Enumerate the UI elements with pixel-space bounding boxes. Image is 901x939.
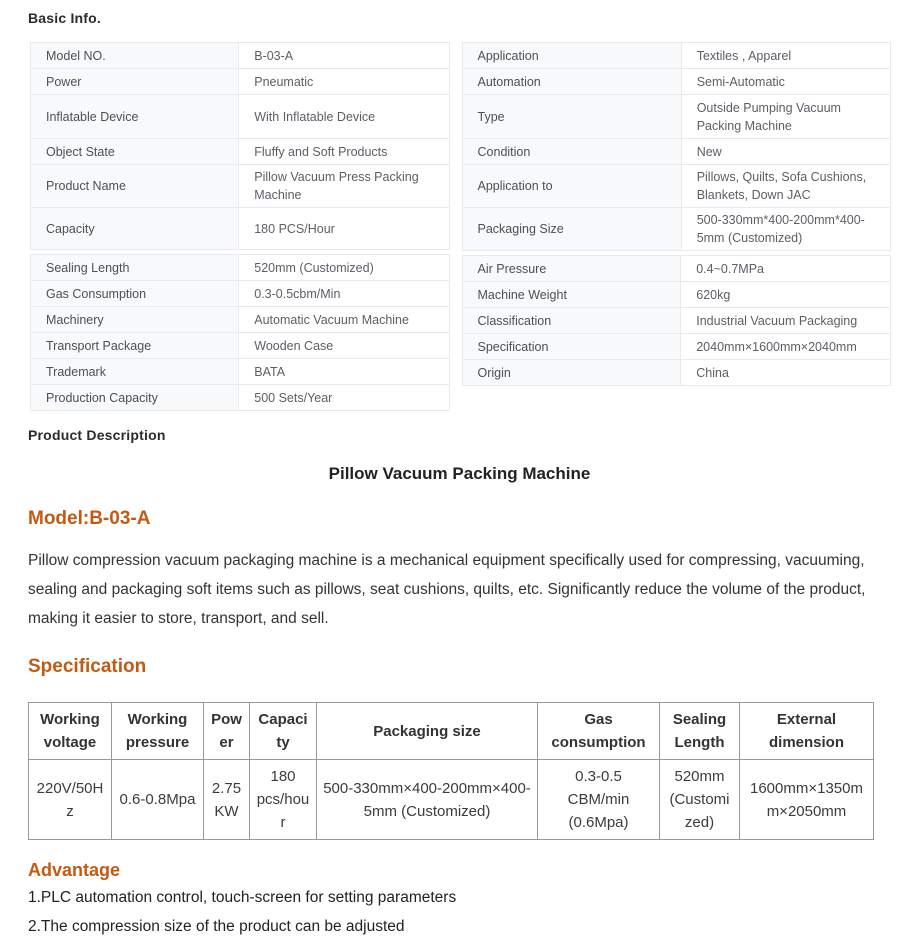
row-label: Sealing Length xyxy=(31,255,239,281)
spec-data-row xyxy=(29,760,874,840)
spec-data-cell: 520mm (Customized) xyxy=(660,760,740,840)
table-row xyxy=(31,255,450,281)
row-label: Product Name xyxy=(31,165,239,208)
basic-info-left-column xyxy=(30,42,450,411)
row-value: 520mm (Customized) xyxy=(239,255,449,281)
table-row xyxy=(462,208,890,251)
row-label: Capacity xyxy=(31,208,239,250)
spec-header-cell: Capacity xyxy=(250,703,317,760)
advantage-title: Advantage xyxy=(28,860,121,880)
row-value: Automatic Vacuum Machine xyxy=(239,307,449,333)
row-value: Wooden Case xyxy=(239,333,449,359)
spec-data-cell: 1600mm×1350mm×2050mm xyxy=(740,760,874,840)
table-row xyxy=(31,139,450,165)
advantage-item: 2.The compression size of the product can be adjusted xyxy=(28,918,405,935)
row-label: Transport Package xyxy=(31,333,239,359)
specification-table xyxy=(28,702,874,840)
row-label: Condition xyxy=(462,139,681,165)
row-label: Gas Consumption xyxy=(31,281,239,307)
basic-info-right-column xyxy=(462,42,891,411)
basic-info-tables xyxy=(30,42,891,411)
row-label: Packaging Size xyxy=(462,208,681,251)
table-row xyxy=(31,43,450,69)
table-row xyxy=(31,208,450,250)
row-value: 500-330mm*400-200mm*400-5mm (Customized) xyxy=(681,208,890,251)
row-value: With Inflatable Device xyxy=(239,95,449,139)
model-heading: Model:B-03-A xyxy=(28,508,151,529)
basic-info-right-bottom-table xyxy=(462,255,891,386)
row-value: Fluffy and Soft Products xyxy=(239,139,449,165)
table-row xyxy=(31,281,450,307)
row-value: Pillow Vacuum Press Packing Machine xyxy=(239,165,449,208)
spec-header-cell: Power xyxy=(204,703,250,760)
basic-info-right-top-table xyxy=(462,42,891,251)
basic-info-left-bottom-table xyxy=(30,254,450,411)
spec-data-cell: 0.6-0.8Mpa xyxy=(112,760,204,840)
row-label: Air Pressure xyxy=(462,256,681,282)
description-paragraph: Pillow compression vacuum packaging machine is a mechanical equipment specifically used for compressing, vacuuming, sealing and packaging soft items such as pillows, seat cushions, quilts, etc. Significantly reduce the volume of the product, making it easier to store, transport, and sell. xyxy=(28,552,866,627)
row-value: 500 Sets/Year xyxy=(239,385,449,411)
spec-header-cell: Packaging size xyxy=(317,703,538,760)
spec-data-cell: 220V/50Hz xyxy=(29,760,112,840)
table-row xyxy=(31,69,450,95)
table-row xyxy=(462,165,890,208)
spec-header-row xyxy=(29,703,874,760)
row-label: Automation xyxy=(462,69,681,95)
spec-data-cell: 2.75KW xyxy=(204,760,250,840)
row-label: Application xyxy=(462,43,681,69)
row-label: Machinery xyxy=(31,307,239,333)
table-row xyxy=(462,43,890,69)
specification-title: Specification xyxy=(28,656,147,677)
table-row xyxy=(462,282,890,308)
table-row xyxy=(462,95,890,139)
product-title: Pillow Vacuum Packing Machine xyxy=(328,464,591,483)
basic-info-title: Basic Info. xyxy=(28,10,101,26)
row-label: Power xyxy=(31,69,239,95)
row-label: Classification xyxy=(462,308,681,334)
row-value: B-03-A xyxy=(239,43,449,69)
table-row xyxy=(31,165,450,208)
row-value: 0.4~0.7MPa xyxy=(681,256,891,282)
spec-header-cell: External dimension xyxy=(740,703,874,760)
row-label: Production Capacity xyxy=(31,385,239,411)
table-row xyxy=(462,256,890,282)
spec-data-cell: 0.3-0.5 CBM/min (0.6Mpa) xyxy=(538,760,660,840)
row-value: New xyxy=(681,139,890,165)
row-label: Inflatable Device xyxy=(31,95,239,139)
table-row xyxy=(462,360,890,386)
row-value: Pillows, Quilts, Sofa Cushions, Blankets, Down JAC xyxy=(681,165,890,208)
row-label: Trademark xyxy=(31,359,239,385)
row-label: Type xyxy=(462,95,681,139)
spec-header-cell: Working pressure xyxy=(112,703,204,760)
spec-header-cell: Sealing Length xyxy=(660,703,740,760)
row-value: Pneumatic xyxy=(239,69,449,95)
table-row xyxy=(462,308,890,334)
table-row xyxy=(462,139,890,165)
row-value: Semi-Automatic xyxy=(681,69,890,95)
row-value: 0.3-0.5cbm/Min xyxy=(239,281,449,307)
row-label: Model NO. xyxy=(31,43,239,69)
row-value: China xyxy=(681,360,891,386)
row-value: Textiles , Apparel xyxy=(681,43,890,69)
table-row xyxy=(31,385,450,411)
table-row xyxy=(31,95,450,139)
row-value: 620kg xyxy=(681,282,891,308)
row-label: Specification xyxy=(462,334,681,360)
row-value: Outside Pumping Vacuum Packing Machine xyxy=(681,95,890,139)
row-value: 180 PCS/Hour xyxy=(239,208,449,250)
table-row xyxy=(462,334,890,360)
table-row xyxy=(462,69,890,95)
row-value: 2040mm×1600mm×2040mm xyxy=(681,334,891,360)
row-value: Industrial Vacuum Packaging xyxy=(681,308,891,334)
row-label: Machine Weight xyxy=(462,282,681,308)
row-label: Origin xyxy=(462,360,681,386)
row-label: Application to xyxy=(462,165,681,208)
row-label: Object State xyxy=(31,139,239,165)
product-description-title: Product Description xyxy=(28,427,166,443)
advantage-item: 1.PLC automation control, touch-screen for setting parameters xyxy=(28,889,457,906)
spec-header-cell: Working voltage xyxy=(29,703,112,760)
spec-data-cell: 180 pcs/hour xyxy=(250,760,317,840)
row-value: BATA xyxy=(239,359,449,385)
spec-header-cell: Gas consumption xyxy=(538,703,660,760)
spec-data-cell: 500-330mm×400-200mm×400-5mm (Customized) xyxy=(317,760,538,840)
table-row xyxy=(31,333,450,359)
table-row xyxy=(31,359,450,385)
basic-info-left-top-table xyxy=(30,42,450,250)
table-row xyxy=(31,307,450,333)
